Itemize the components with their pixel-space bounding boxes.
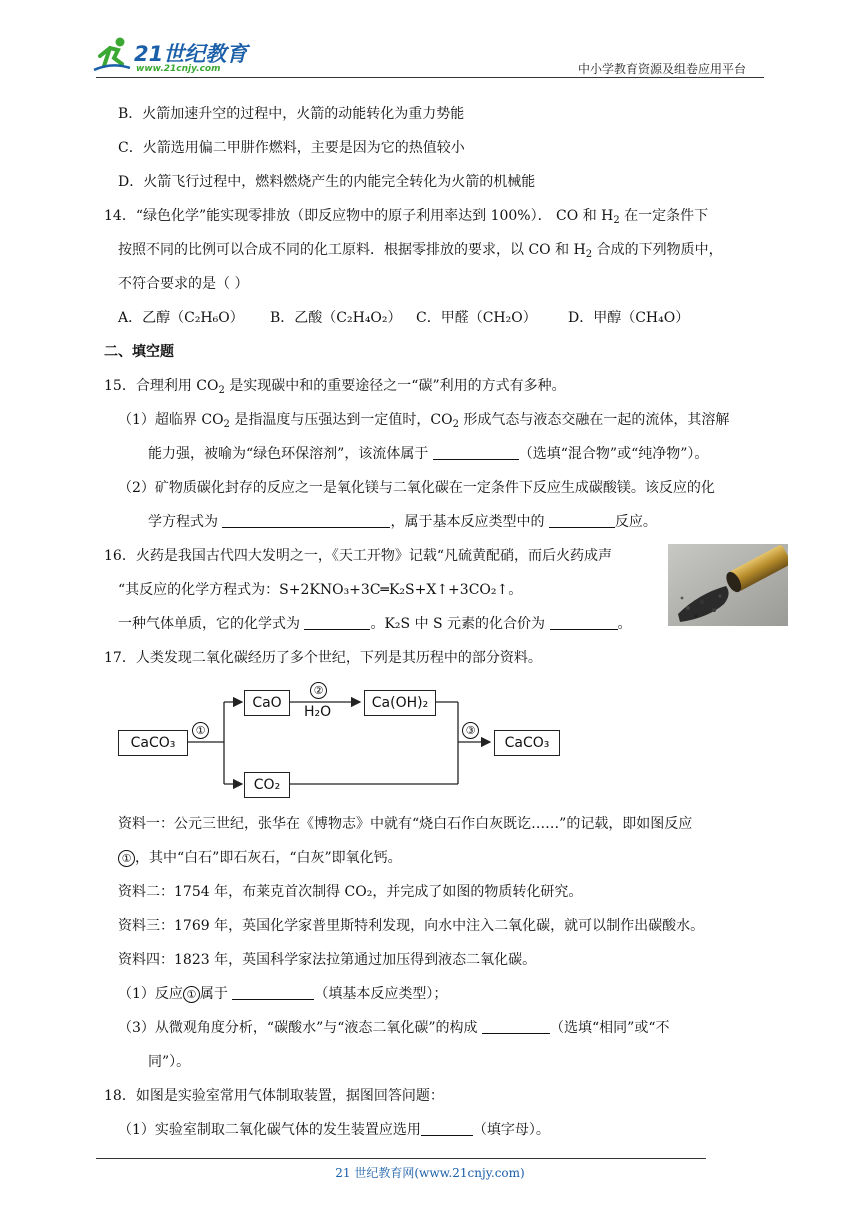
circled-number: ①: [118, 850, 135, 867]
logo-url-text: www.21cnjy.com: [136, 64, 221, 74]
answer-blank[interactable]: [304, 615, 370, 630]
q14-option-d: D．甲醇（CH₄O）: [568, 310, 690, 326]
q18-p1-text-b: （填字母）。: [472, 1122, 550, 1138]
site-logo: [92, 36, 262, 76]
q16-line3-text-c: 。: [617, 616, 632, 632]
circled-number: ①: [183, 986, 200, 1003]
q15-p2-line2-text-a: 学方程式为: [148, 514, 223, 530]
subscript: 2: [613, 215, 620, 226]
answer-blank[interactable]: [482, 1019, 550, 1034]
q15-stem-text-a: 15．合理利用 CO: [104, 378, 219, 394]
q16-line3-text-a: 一种气体单质，它的化学式为: [118, 616, 305, 632]
q17-p1-text-b: 属于: [199, 986, 233, 1002]
q18-part1: [118, 1120, 550, 1140]
node-caco3-product: CaCO₃: [494, 730, 560, 756]
node-co2: CO₂: [244, 772, 290, 798]
reaction-flow-diagram: [118, 682, 568, 800]
subscript: 2: [218, 385, 225, 396]
logo-main-text: 21世纪教育: [134, 42, 248, 66]
q15-p1-text-b: 是指温度与压强达到一定值时，CO: [229, 412, 453, 428]
q17-part3-line2: 同”）。: [148, 1054, 191, 1070]
q17-resource3: 资料三：1769 年，英国化学家普里斯特利发现，向水中注入二氧化碳，就可以制作出碳酸水。: [118, 918, 705, 934]
answer-blank[interactable]: [421, 1121, 473, 1136]
q15-p1-text-c: 形成气态与液态交融在一起的流体，其溶解: [458, 412, 730, 428]
q14-line2-text-b: 合成的下列物质中，: [592, 242, 723, 258]
answer-blank[interactable]: [433, 445, 519, 460]
q17-resource2: 资料二：1754 年，布莱克首次制得 CO₂，并完成了如图的物质转化研究。: [118, 884, 583, 900]
header-divider: [96, 77, 764, 78]
q13-option-c: C．火箭选用偏二甲肼作燃料，主要是因为它的热值较小: [118, 140, 465, 156]
q14-option-a: A．乙醇（C₂H₆O）: [118, 310, 244, 326]
q16-line1: 16．火药是我国古代四大发明之一，《天工开物》记载“凡硫黄配硝，而后火药成声: [104, 548, 612, 564]
q14-stem-line2: [118, 240, 723, 265]
q15-part1-line1: [118, 410, 729, 435]
q16-line3: [118, 614, 632, 634]
q14-stem-line3: 不符合要求的是（ ）: [118, 276, 249, 292]
answer-blank[interactable]: [550, 615, 618, 630]
node-caoh2: Ca(OH)₂: [364, 690, 436, 716]
footer-divider: [96, 1158, 706, 1159]
subscript: 2: [585, 249, 593, 260]
q15-p1-line2-text-a: 能力强，被喻为“绿色环保溶剂”，该流体属于: [148, 446, 433, 462]
q17-resource1-line2: [118, 848, 402, 868]
footer-site-link[interactable]: 21 世纪教育网(www.21cnjy.com): [335, 1166, 525, 1180]
h2o-label: H₂O: [304, 704, 332, 720]
answer-blank[interactable]: [549, 513, 615, 528]
step-3-label: ③: [462, 722, 479, 739]
subscript: 2: [223, 419, 230, 430]
q17-p1-text-a: （1）反应: [118, 986, 183, 1002]
node-cao: CaO: [244, 690, 290, 716]
q17-res1-line2-text: ，其中“白石”即石灰石，“白灰”即氧化钙。: [135, 850, 402, 866]
q14-option-c: C．甲醛（CH₂O）: [416, 310, 537, 326]
q16-line2: “其反应的化学方程式为：S+2KNO₃+3C═K₂S+X↑+3CO₂↑。: [118, 582, 523, 598]
q17-part3-line1: [118, 1018, 669, 1038]
q13-option-b: B．火箭加速升空的过程中，火箭的动能转化为重力势能: [118, 106, 465, 122]
q14-line1-text-b: 在一定条件下: [619, 208, 709, 224]
q15-p1-text-a: （1）超临界 CO: [118, 412, 224, 428]
q16-line3-text-b: 。K₂S 中 S 元素的化合价为: [370, 616, 550, 632]
runner-logo-icon: [92, 36, 132, 74]
gunpowder-photo: [668, 544, 788, 626]
q14-line2-text-a: 按照不同的比例可以合成不同的化工原料．根据零排放的要求，以 CO 和 H: [118, 242, 586, 258]
q15-part1-line2: [148, 444, 708, 464]
q17-part1: [118, 984, 447, 1004]
q14-stem-line1: [104, 206, 708, 231]
subscript: 2: [452, 419, 459, 430]
q15-part2-line2: [148, 512, 657, 532]
q14-option-b: B．乙酸（C₂H₄O₂）: [270, 310, 402, 326]
q17-stem: 17．人类发现二氧化碳经历了多个世纪，下列是其历程中的部分资料。: [104, 650, 542, 666]
q14-line1-text-a: 14．“绿色化学”能实现零排放（即反应物中的原子利用率达到 100%）． CO 和 H: [104, 208, 614, 224]
q18-stem: 18．如图是实验室常用气体制取装置，据图回答问题：: [104, 1088, 444, 1104]
section-heading-fill-blank: 二、填空题: [104, 344, 174, 360]
q13-option-d: D．火箭飞行过程中，燃料燃烧产生的内能完全转化为火箭的机械能: [118, 174, 536, 190]
q15-p2-line2-text-b: ，属于基本反应类型中的: [390, 514, 549, 530]
step-1-label: ①: [192, 722, 209, 739]
q15-stem: [104, 376, 566, 401]
q17-resource4: 资料四：1823 年，英国科学家法拉第通过加压得到液态二氧化碳。: [118, 952, 537, 968]
q17-p1-text-c: （填基本反应类型）；: [314, 986, 448, 1002]
q17-resource1-line1: 资料一：公元三世纪，张华在《博物志》中就有“烧白石作白灰既讫……”的记载，即如图反应: [118, 816, 693, 832]
step-2-label: ②: [310, 682, 327, 699]
platform-title: 中小学教育资源及组卷应用平台: [578, 62, 747, 76]
answer-blank[interactable]: [222, 513, 390, 528]
node-caco3-reactant: CaCO₃: [118, 730, 188, 756]
answer-blank[interactable]: [232, 985, 314, 1000]
q15-part2-line1: （2）矿物质碳化封存的反应之一是氧化镁与二氧化碳在一定条件下反应生成碳酸镁。该反应的化: [118, 480, 715, 496]
q17-p3-text-a: （3）从微观角度分析，“碳酸水”与“液态二氧化碳”的构成: [118, 1020, 482, 1036]
q15-p2-line2-text-c: 反应。: [614, 514, 657, 530]
q15-stem-text-b: 是实现碳中和的重要途径之一“碳”利用的方式有多种。: [224, 378, 566, 394]
q17-p3-text-b: （选填“相同”或“不: [550, 1020, 670, 1036]
q15-p1-line2-text-b: （选填“混合物”或“纯净物”）。: [518, 446, 709, 462]
q18-p1-text-a: （1）实验室制取二氧化碳气体的发生装置应选用: [118, 1122, 421, 1138]
